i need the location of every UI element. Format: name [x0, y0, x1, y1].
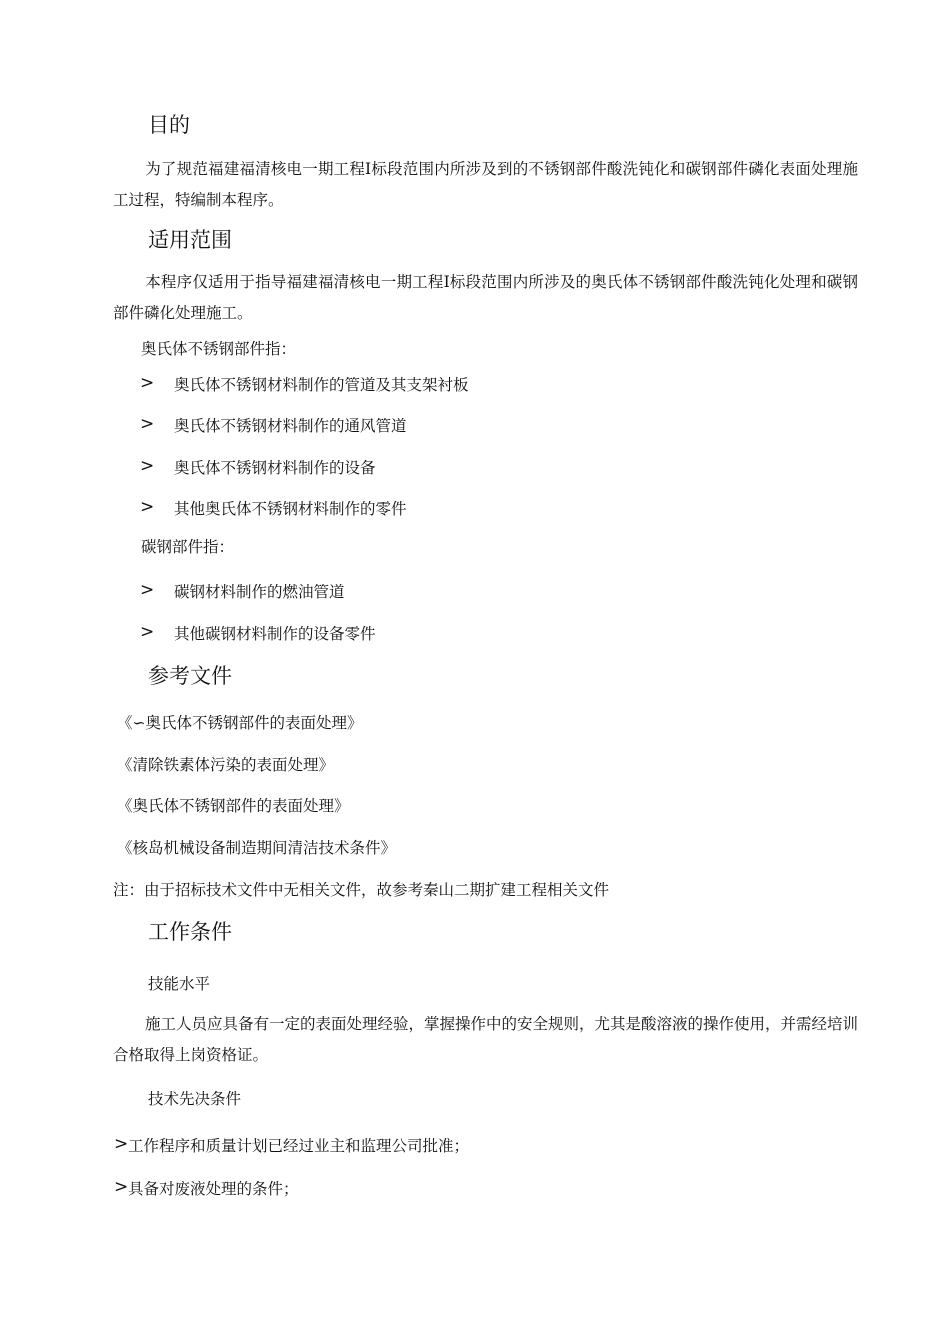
skill-text: 施工人员应具备有一定的表面处理经验，掌握操作中的安全规则，尤其是酸溶液的操作使用，并需经培训合格取得上岗资格证。 [113, 1015, 859, 1064]
bullet-arrow-icon: > [140, 456, 155, 476]
carbon-label: 碳钢部件指： [141, 538, 235, 556]
purpose-text: 为了规范福建福清核电一期工程Ⅰ标段范围内所涉及到的不锈钢部件酸洗钝化和碳钢部件磷化表面处理施工过程，特编制本程序。 [113, 160, 858, 209]
bullet-arrow-icon: > [114, 1134, 129, 1154]
reference-item: 《核岛机械设备制造期间清洁技术条件》 [117, 839, 397, 857]
prereq-item: 工作程序和质量计划已经过业主和监理公司批准； [128, 1137, 470, 1155]
skill-paragraph [113, 1009, 858, 1071]
bullet-arrow-icon: > [140, 622, 155, 642]
heading-conditions: 工作条件 [148, 920, 232, 944]
bullet-arrow-icon: > [114, 1177, 129, 1197]
heading-scope: 适用范围 [148, 228, 232, 252]
list-item: 其他碳钢材料制作的设备零件 [174, 625, 376, 643]
list-item: 奥氏体不锈钢材料制作的设备 [174, 459, 376, 477]
reference-item: 《∽奥氏体不锈钢部件的表面处理》 [117, 714, 363, 732]
stainless-label: 奥氏体不锈钢部件指： [141, 340, 297, 358]
list-item: 奥氏体不锈钢材料制作的通风管道 [174, 417, 407, 435]
list-item: 奥氏体不锈钢材料制作的管道及其支架衬板 [174, 376, 469, 394]
scope-text: 本程序仅适用于指导福建福清核电一期工程Ⅰ标段范围内所涉及的奥氏体不锈钢部件酸洗钝化处理和碳钢部件磷化处理施工。 [113, 273, 858, 322]
reference-item: 《清除铁素体污染的表面处理》 [117, 756, 335, 774]
subheading-skill: 技能水平 [148, 975, 211, 993]
reference-note: 注：由于招标技术文件中无相关文件，故参考秦山二期扩建工程相关文件 [113, 881, 610, 899]
heading-references: 参考文件 [148, 664, 232, 688]
list-item: 碳钢材料制作的燃油管道 [174, 583, 345, 601]
purpose-paragraph [113, 154, 858, 216]
bullet-arrow-icon: > [140, 580, 155, 600]
bullet-arrow-icon: > [140, 497, 155, 517]
subheading-prereq: 技术先决条件 [148, 1090, 242, 1108]
prereq-item: 具备对废液处理的条件； [128, 1180, 299, 1198]
bullet-arrow-icon: > [140, 373, 155, 393]
scope-paragraph [113, 267, 858, 329]
list-item: 其他奥氏体不锈钢材料制作的零件 [174, 500, 407, 518]
bullet-arrow-icon: > [140, 414, 155, 434]
heading-purpose: 目的 [148, 113, 190, 137]
reference-item: 《奥氏体不锈钢部件的表面处理》 [117, 797, 350, 815]
